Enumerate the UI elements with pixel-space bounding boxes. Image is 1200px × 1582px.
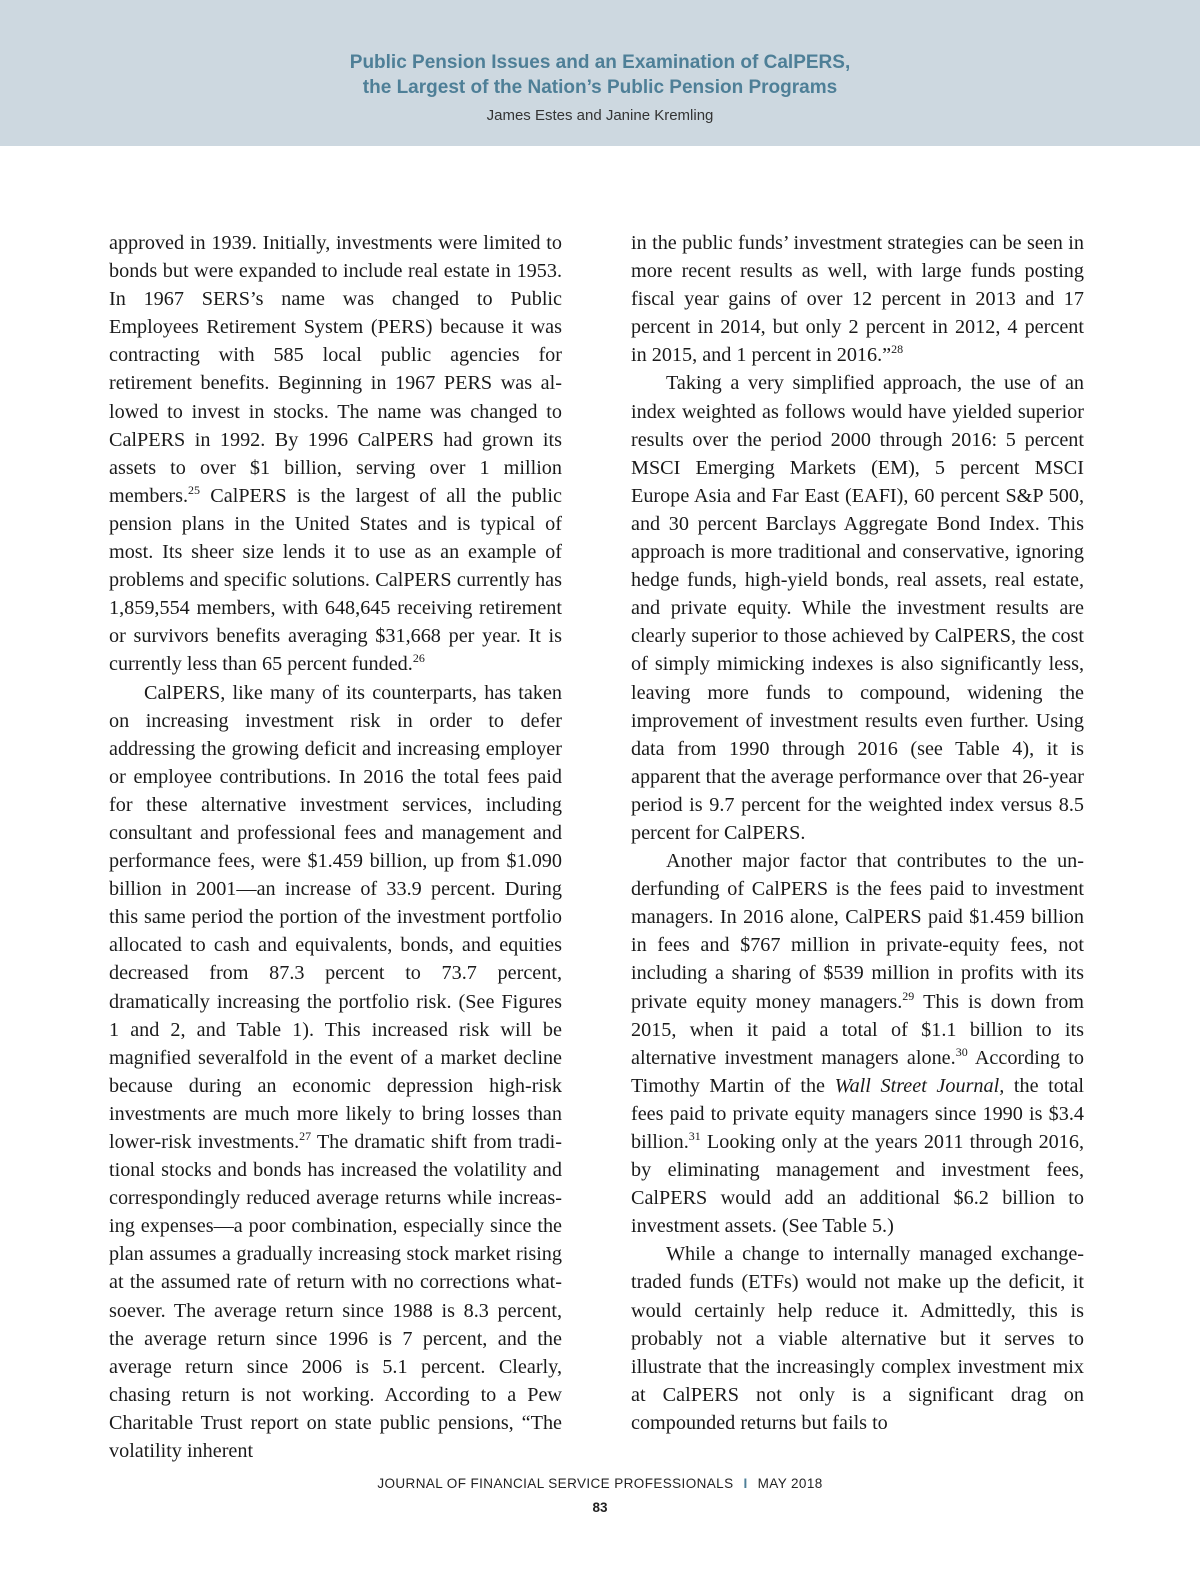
- article-title: [0, 50, 1200, 100]
- paragraph-text: the total fees paid to private equity managers since 1990 is $3.4 billion.: [631, 1074, 1085, 1153]
- footer-separator: I: [743, 1476, 748, 1491]
- article-authors: James Estes and Janine Kremling: [486, 107, 714, 124]
- footnote-ref: 25: [188, 482, 201, 497]
- footnote-ref: 27: [299, 1129, 312, 1143]
- paragraph: [631, 847, 1084, 1240]
- right-column: [631, 229, 1084, 1437]
- title-line-1: Public Pension Issues and an Examination of CalPERS,: [349, 52, 851, 73]
- paragraph-text: CalPERS, like many of its counterparts, has taken on increasing investment risk in order to defer addressing the growing deficit and increasing employer or employee contributions. In 2016 the total fees paid for these alternative investment services, including consultant and professional fees and management and performance fees, were $1.459 billion, up from $1.090 billion in 2001—an increase of 33.9 percent. During this same period the portion of the investment portfolio allocated to cash and equivalents, bonds, and equities decreased from 87.3 percent to 73.7 percent, dramatically increasing the portfolio risk. (See Figures 1 and 2, and Table 1). This increased risk will be magnified severalfold in the event of a market decline because during an economic depression high-risk investments are much more likely to bring losses than lower-risk investments.: [109, 681, 562, 1153]
- paragraph: [631, 229, 1084, 369]
- footnote-ref: 29: [902, 988, 915, 1003]
- paragraph-text: The dramatic shift from traditional stocks and bonds has increased the volatility and correspondingly reduced average returns while increasing expenses—a poor combination, especially since the plan assumes a gradually increasing stock market rising at the assumed rate of return with no corrections whatsoever. The average return since 1988 is 8.3 percent, the average return since 1996 is 7 percent, and the average return since 2006 is 5.1 percent. Clearly, chasing return is not working. According to a Pew Charitable Trust report on state public pensions, “The volatility inherent: [109, 1131, 563, 1463]
- paragraph: [631, 1240, 1084, 1437]
- paragraph-text: According to Timothy Martin of the: [631, 1046, 1085, 1097]
- footnote-ref: 26: [412, 651, 425, 666]
- paragraph: [109, 679, 562, 1466]
- footer-date: MAY 2018: [757, 1476, 823, 1491]
- paragraph-text: While a change to internally managed exchange-traded funds (ETFs) would not make up the deficit, it would certainly help reduce it. Admittedly, this is probably not a viable alternative but it serves to illustrate that the increasingly complex investment mix at CalPERS not only is a significant drag on compounded returns but fails to: [631, 1243, 1084, 1434]
- paragraph-text: Taking a very simplified approach, the use of an index weighted as follows would have yielded superior results over the period 2000 through 2016: 5 percent MSCI Emerging Markets (EM), 5 percent MSCI Europe Asia and Far East (EAFI), 60 percent S&P 500, and 30 percent Barclays Aggregate Bond Index. This approach is more traditional and conservative, ignoring hedge funds, high-yield bonds, real assets, real estate, and private equity. While the investment results are clearly superior to those achieved by CalPERS, the cost of simply mimicking indexes is also significantly less, leaving more funds to compound, widening the improvement of investment results even further. Using data from 1990 through 2016 (see Table 4), it is apparent that the average performance over that 26-year period is 9.7 percent for the weighted index versus 8.5 percent for CalPERS.: [631, 372, 1084, 844]
- paragraph: [631, 369, 1084, 847]
- paragraph: [109, 229, 562, 679]
- paragraph-text: CalPERS is the largest of all the public pension plans in the United States and is typical of most. Its sheer size lends it to use as an example of problems and specific solutions. CalPERS currently has 1,859,554 members, with 648,645 receiving retirement or survivors benefits averaging $31,668 per year. It is currently less than 65 percent funded.: [109, 484, 562, 676]
- paragraph-text: This is down from 2015, when it paid a total of $1.1 billion to its alternative investment managers alone.: [631, 990, 1084, 1069]
- title-line-2: the Largest of the Nation’s Public Pension Programs: [362, 77, 838, 98]
- paragraph-text: in the public funds’ investment strategies can be seen in more recent results as well, with large funds posting fiscal year gains of over 12 percent in 2013 and 17 percent in 2014, but only 2 percent in 2012, 4 percent in 2015, and 1 percent in 2016.”: [631, 232, 1084, 367]
- page-number: 83: [592, 1500, 608, 1515]
- footnote-ref: 30: [955, 1044, 968, 1059]
- footnote-ref: 28: [891, 342, 904, 357]
- footer-running-title: [0, 1476, 1200, 1491]
- left-column: [109, 229, 562, 1465]
- footer-journal-name: JOURNAL OF FINANCIAL SERVICE PROFESSIONALS: [377, 1476, 734, 1491]
- paragraph-text: approved in 1939. Initially, investments were limited to bonds but were expanded to include real estate in 1953. In 1967 SERS’s name was changed to Public Employees Retirement System (PERS) because it was contracting with 585 local public agencies for retirement benefits. Beginning in 1967 PERS was allowed to invest in stocks. The name was changed to CalPERS in 1992. By 1996 CalPERS had grown its assets to over $1 billion, serving over 1 million members.: [109, 232, 562, 507]
- footnote-ref: 31: [688, 1129, 701, 1143]
- paragraph-text: Another major factor that contributes to the underfunding of CalPERS is the fees paid to investment managers. In 2016 alone, CalPERS paid $1.459 billion in fees and $767 million in private-equity fees, not including a sharing of $539 million in profits with its private equity money managers.: [631, 850, 1084, 1013]
- journal-name: Wall Street Journal,: [834, 1074, 1005, 1097]
- paragraph-text: Looking only at the years 2011 through 2016, by eliminating management and investment fees, CalPERS would add an additional $6.2 billion to investment assets. (See Table 5.): [631, 1131, 1084, 1238]
